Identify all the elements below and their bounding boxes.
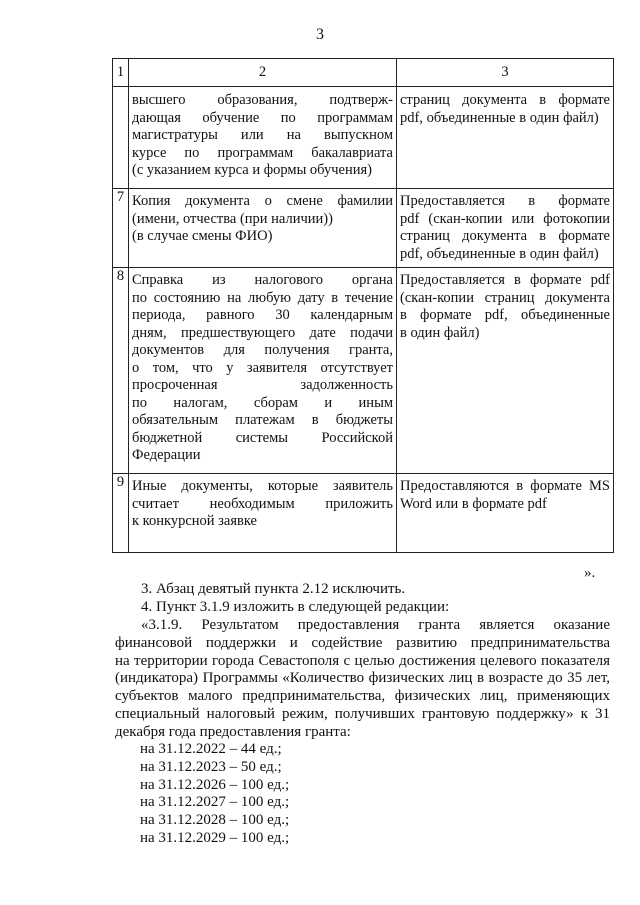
table-row	[113, 268, 614, 474]
list-item: на 31.12.2023 – 50 ед.;	[140, 758, 282, 775]
format-requirements: Предоставляется в формате pdf (скан-копии или фотокопии страниц документа в формате pdf, объединенные в один файл)	[397, 189, 614, 268]
paragraph-3-1-9: «3.1.9. Результатом предоставления гранта является оказание финансовой поддержки и содействие развитию предпринимательства на территории города Севастополя с целью достижения целевого показателя (индикатора) Программы «Количество физических лиц в возрасте до 35 лет, субъектов малого предпринимательства, физических лиц, применяющих специальный налоговый режим, получивших грантовую поддержку» к 31 декабря года предоставления гранта:	[115, 617, 610, 740]
paragraph-3: 3. Абзац девятый пункта 2.12 исключить.	[141, 581, 406, 597]
list-item: на 31.12.2026 – 100 ед.;	[140, 776, 290, 793]
row-number: 7	[113, 189, 129, 268]
header-cell-3: 3	[397, 59, 614, 87]
format-requirements: Предоставляются в формате MS Word или в формате pdf	[397, 474, 614, 553]
row-number: 8	[113, 268, 129, 474]
list-item: на 31.12.2028 – 100 ед.;	[140, 812, 290, 829]
closing-quote: ».	[584, 565, 596, 581]
header-cell-1: 1	[113, 59, 129, 87]
documents-table	[112, 58, 614, 553]
row-number	[113, 87, 129, 189]
document-description: высшего образования, подтверж- дающая обучение по программам магистратуры или на выпускном курсе по программам бакалавриата (с указанием курса и формы обучения)	[129, 87, 397, 189]
document-description: Справка из налогового органа по состоянию на любую дату в течение периода, равного 30 календарным дням, предшествующего дате подачи документов для получения гранта, о том, что у заявителя отсутствует просроченная задолженность по налогам, сборам и иным обязательным платежам в бюджеты бюджетной системы Российской Федерации	[129, 268, 397, 474]
header-cell-2: 2	[129, 59, 397, 87]
paragraph-4: 4. Пункт 3.1.9 изложить в следующей редакции:	[141, 599, 450, 615]
document-description: Иные документы, которые заявитель считает необходимым приложить к конкурсной заявке	[129, 474, 397, 553]
page-number: 3	[316, 26, 324, 43]
table-row	[113, 189, 614, 268]
table-row	[113, 474, 614, 553]
target-values-list	[140, 741, 289, 848]
document-description: Копия документа о смене фамилии (имени, отчества (при наличии)) (в случае смены ФИО)	[129, 189, 397, 268]
row-number: 9	[113, 474, 129, 553]
list-item: на 31.12.2029 – 100 ед.;	[140, 829, 290, 846]
format-requirements: Предоставляется в формате pdf (скан-копии страниц документа в формате pdf, объединенные в один файл)	[397, 268, 614, 474]
list-item: на 31.12.2022 – 44 ед.;	[140, 741, 282, 757]
list-item: на 31.12.2027 – 100 ед.;	[140, 794, 290, 811]
table-header-row	[113, 59, 614, 87]
format-requirements: страниц документа в формате pdf, объединенные в один файл)	[397, 87, 614, 189]
table-row	[113, 87, 614, 189]
